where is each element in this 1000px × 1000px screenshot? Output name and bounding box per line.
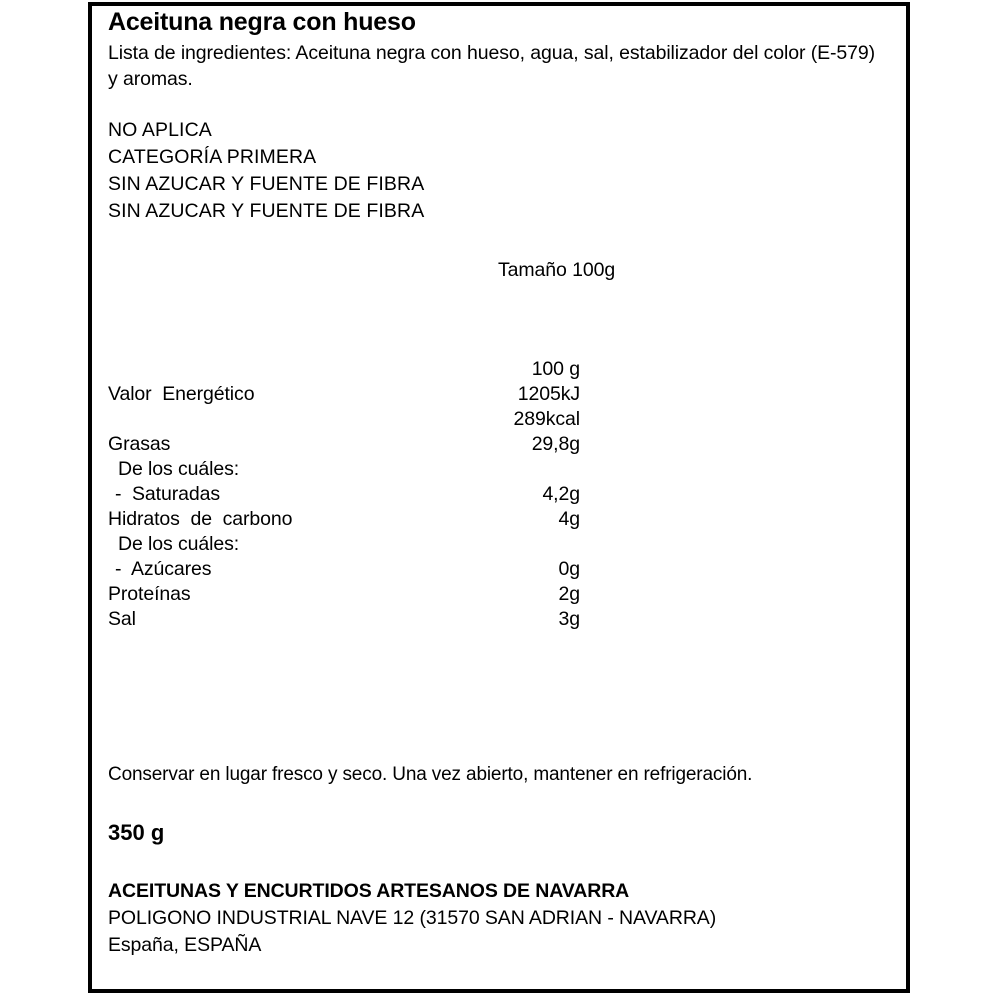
nutrient-name: Hidratos de carbono <box>108 508 293 530</box>
nutrient-value: 4,2g <box>542 483 580 505</box>
nutrition-label-frame <box>88 2 910 993</box>
claim-line: SIN AZUCAR Y FUENTE DE FIBRA <box>108 200 425 222</box>
storage-instructions: Conservar en lugar fresco y seco. Una vez abierto, mantener en refrigeración. <box>108 764 753 785</box>
claim-line: SIN AZUCAR Y FUENTE DE FIBRA <box>108 173 425 195</box>
nutrient-name: Grasas <box>108 433 171 455</box>
table-row <box>108 558 608 583</box>
manufacturer-block <box>108 878 716 959</box>
table-row <box>108 458 608 483</box>
claim-line: CATEGORÍA PRIMERA <box>108 146 317 168</box>
product-claims <box>108 117 424 225</box>
table-row <box>108 408 608 433</box>
nutrition-table <box>108 358 608 633</box>
manufacturer-country: España, ESPAÑA <box>108 934 262 956</box>
table-row <box>108 608 608 633</box>
nutrient-name: Sal <box>108 608 136 630</box>
net-weight: 350 g <box>108 820 165 845</box>
label-content <box>108 6 898 989</box>
nutrient-name: - Azúcares <box>115 558 212 580</box>
nutrient-value: 4g <box>558 508 580 530</box>
nutrient-name: - Saturadas <box>115 483 221 505</box>
nutrient-name: De los cuáles: <box>118 533 240 555</box>
ingredients-list: Lista de ingredientes: Aceituna negra con hueso, agua, sal, estabilizador del color (E-579) y aromas. <box>108 42 876 90</box>
nutrient-value: 3g <box>558 608 580 630</box>
nutrient-value: 2g <box>558 583 580 605</box>
manufacturer-name: ACEITUNAS Y ENCURTIDOS ARTESANOS DE NAVARRA <box>108 880 630 902</box>
nutrient-name: De los cuáles: <box>118 458 240 480</box>
table-row <box>108 583 608 608</box>
table-row <box>108 383 608 408</box>
nutrient-value: 29,8g <box>531 433 580 455</box>
nutrient-name: Proteínas <box>108 583 191 605</box>
nutrient-value: 289kcal <box>513 408 580 430</box>
serving-size: Tamaño 100g <box>498 259 616 281</box>
nutrient-name: Valor Energético <box>108 383 255 405</box>
page-title: Aceituna negra con hueso <box>108 8 416 36</box>
nutrient-value: 0g <box>558 558 580 580</box>
nutrient-value: 1205kJ <box>517 383 580 405</box>
table-row <box>108 508 608 533</box>
manufacturer-address: POLIGONO INDUSTRIAL NAVE 12 (31570 SAN ADRIAN - NAVARRA) <box>108 907 717 929</box>
claim-line: NO APLICA <box>108 119 212 141</box>
table-row <box>108 483 608 508</box>
table-row <box>108 433 608 458</box>
nutrition-column-header: 100 g <box>531 358 580 380</box>
table-row <box>108 533 608 558</box>
table-header-row <box>108 358 608 383</box>
